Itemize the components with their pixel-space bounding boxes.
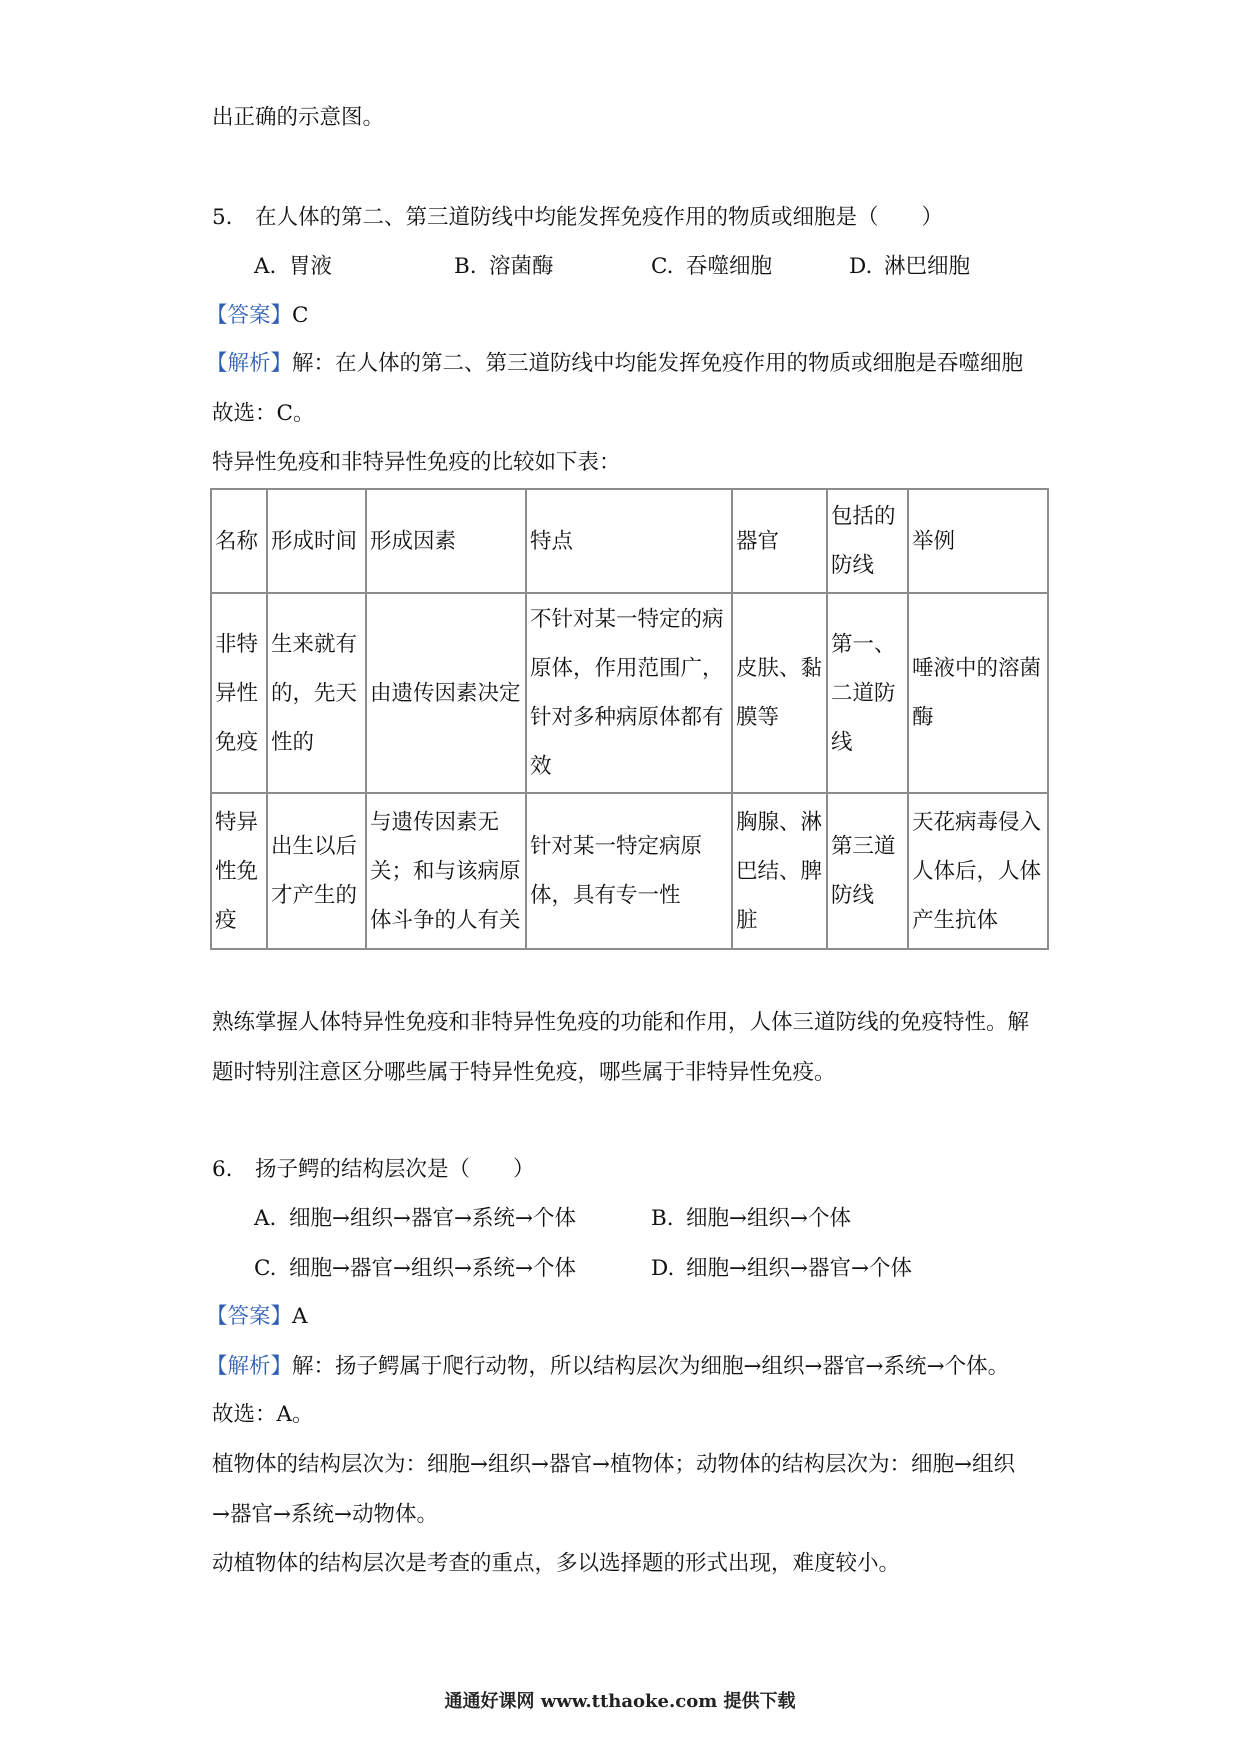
question-5-comment-line: 题时特别注意区分哪些属于特异性免疫，哪些属于非特异性免疫。 [212, 1060, 836, 1085]
option-label: A. [254, 254, 277, 279]
continuation-text: 出正确的示意图。 [212, 105, 385, 130]
question-6-analysis [206, 1342, 1009, 1392]
table-header-cell: 形成因素 [366, 489, 526, 593]
option-label: B. [651, 1206, 674, 1231]
option-text: 细胞→组织→器官→个体 [686, 1256, 913, 1281]
question-5-option-b [454, 242, 554, 292]
table-header-cell: 举例 [908, 489, 1048, 593]
answer-tag: 【答案】 [206, 303, 293, 328]
question-5-stem: 在人体的第二、第三道防线中均能发挥免疫作用的物质或细胞是（ ） [255, 205, 944, 230]
table-header-cell: 器官 [732, 489, 827, 593]
table-cell: 出生以后才产生的 [267, 793, 366, 949]
table-header-cell: 形成时间 [267, 489, 366, 593]
table-cell: 生来就有的，先天性的 [267, 593, 366, 793]
immunity-comparison-table [210, 488, 1049, 950]
question-5-option-d [849, 242, 970, 292]
analysis-tag: 【解析】 [206, 351, 293, 376]
question-5-option-a [254, 242, 332, 292]
option-text: 吞噬细胞 [686, 254, 773, 279]
table-row [211, 593, 1048, 793]
question-5-answer [206, 291, 308, 341]
question-6-option-c [254, 1244, 576, 1294]
option-text: 细胞→组织→器官→系统→个体 [289, 1206, 577, 1231]
option-label: C. [651, 254, 674, 279]
option-label: C. [254, 1256, 277, 1281]
table-header-row [211, 489, 1048, 593]
table-cell: 针对某一特定病原体，具有专一性 [526, 793, 732, 949]
option-text: 细胞→器官→组织→系统→个体 [289, 1256, 577, 1281]
analysis-tag: 【解析】 [206, 1354, 293, 1379]
answer-value: A [292, 1304, 308, 1329]
answer-tag: 【答案】 [206, 1304, 293, 1329]
table-cell: 唾液中的溶菌酶 [908, 593, 1048, 793]
option-text: 溶菌酶 [489, 254, 554, 279]
question-5-analysis [206, 339, 1023, 389]
table-header-cell: 包括的防线 [827, 489, 908, 593]
analysis-text: 解：在人体的第二、第三道防线中均能发挥免疫作用的物质或细胞是吞噬细胞 [292, 351, 1024, 376]
question-6-option-a [254, 1194, 576, 1244]
question-6-comment-line: 植物体的结构层次为：细胞→组织→器官→植物体；动物体的结构层次为：细胞→组织 [212, 1452, 1016, 1477]
table-cell: 特异性免疫 [211, 793, 267, 949]
question-5-number: 5. [212, 205, 233, 230]
question-5-stem-line [212, 193, 943, 243]
question-6-answer [206, 1292, 308, 1342]
question-6-number: 6. [212, 1157, 233, 1182]
question-6-comment-line: →器官→系统→动物体。 [212, 1502, 439, 1527]
answer-value: C [292, 303, 309, 328]
option-label: D. [849, 254, 873, 279]
table-cell: 非特异性免疫 [211, 593, 267, 793]
question-5-option-c [651, 242, 772, 292]
table-header-cell: 特点 [526, 489, 732, 593]
option-text: 细胞→组织→个体 [686, 1206, 852, 1231]
table-intro: 特异性免疫和非特异性免疫的比较如下表： [212, 450, 621, 475]
analysis-text: 解：扬子鳄属于爬行动物，所以结构层次为细胞→组织→器官→系统→个体。 [292, 1354, 1010, 1379]
question-6-stem-line [212, 1145, 535, 1195]
question-5-choice-line: 故选：C。 [212, 401, 315, 426]
question-6-option-b [651, 1194, 851, 1244]
table-cell: 天花病毒侵入人体后，人体产生抗体 [908, 793, 1048, 949]
page-footer: 通通好课网 www.tthaoke.com 提供下载 [444, 1691, 796, 1712]
option-label: A. [254, 1206, 277, 1231]
question-6-stem: 扬子鳄的结构层次是（ ） [255, 1157, 535, 1182]
option-label: B. [454, 254, 477, 279]
table-cell: 第一、二道防线 [827, 593, 908, 793]
option-text: 胃液 [289, 254, 333, 279]
question-6-comment-line: 动植物体的结构层次是考查的重点，多以选择题的形式出现，难度较小。 [212, 1551, 901, 1576]
question-6-option-d [651, 1244, 912, 1294]
table-cell: 第三道防线 [827, 793, 908, 949]
table-row [211, 793, 1048, 949]
question-5-comment-line: 熟练掌握人体特异性免疫和非特异性免疫的功能和作用，人体三道防线的免疫特性。解 [212, 1010, 1030, 1035]
table-cell: 胸腺、淋巴结、脾脏 [732, 793, 827, 949]
option-text: 淋巴细胞 [884, 254, 971, 279]
question-6-choice-line: 故选：A。 [212, 1402, 314, 1427]
table-header-cell: 名称 [211, 489, 267, 593]
table-cell: 由遗传因素决定 [366, 593, 526, 793]
table-cell: 不针对某一特定的病原体，作用范围广，针对多种病原体都有效 [526, 593, 732, 793]
table-cell: 皮肤、黏膜等 [732, 593, 827, 793]
option-label: D. [651, 1256, 675, 1281]
table-cell: 与遗传因素无关；和与该病原体斗争的人有关 [366, 793, 526, 949]
